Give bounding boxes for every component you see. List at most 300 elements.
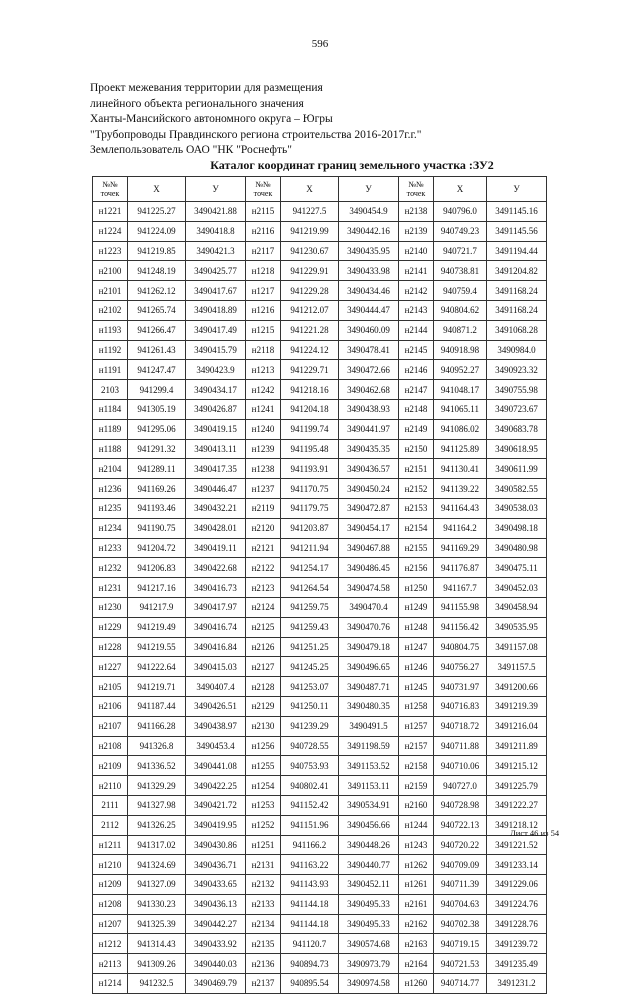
point-id-cell: н1224 (93, 221, 128, 241)
x-coordinate-cell: 941229.71 (281, 360, 339, 380)
point-id-cell: н2109 (93, 756, 128, 776)
x-coordinate-cell: 940702.38 (434, 914, 487, 934)
point-id-cell: н1252 (246, 815, 281, 835)
y-coordinate-cell: 3491153.52 (339, 756, 399, 776)
x-column-header: X (128, 177, 186, 202)
point-id-cell: н2118 (246, 340, 281, 360)
y-column-header: У (339, 177, 399, 202)
x-coordinate-cell: 940714.77 (434, 974, 487, 994)
point-id-cell: н1211 (93, 835, 128, 855)
y-coordinate-cell: 3490611.99 (487, 459, 547, 479)
x-coordinate-cell: 941326.25 (128, 815, 186, 835)
y-coordinate-cell: 3490462.68 (339, 380, 399, 400)
table-row (93, 855, 547, 875)
coordinates-table (92, 176, 547, 994)
x-coordinate-cell: 941291.32 (128, 439, 186, 459)
point-header-bottom: точек (406, 189, 426, 198)
point-id-cell: н2101 (93, 281, 128, 301)
point-header-top: №№ (255, 180, 271, 189)
x-coordinate-cell: 940738.81 (434, 261, 487, 281)
point-id-cell: н2129 (246, 696, 281, 716)
y-coordinate-cell: 3490498.18 (487, 518, 547, 538)
y-coordinate-cell: 3490416.84 (186, 637, 246, 657)
x-coordinate-cell: 941219.71 (128, 677, 186, 697)
y-coordinate-cell: 3490438.93 (339, 399, 399, 419)
x-coordinate-cell: 940709.09 (434, 855, 487, 875)
point-id-cell: н1223 (93, 241, 128, 261)
table-row (93, 795, 547, 815)
x-coordinate-cell: 940871.2 (434, 320, 487, 340)
x-coordinate-cell: 941230.67 (281, 241, 339, 261)
table-row (93, 776, 547, 796)
table-row (93, 716, 547, 736)
point-id-cell: н1229 (93, 617, 128, 637)
table-row (93, 736, 547, 756)
point-id-cell: н2134 (246, 914, 281, 934)
point-id-cell: н1231 (93, 578, 128, 598)
point-id-cell: н2137 (246, 974, 281, 994)
y-coordinate-cell: 3490456.66 (339, 815, 399, 835)
y-coordinate-cell: 3491235.49 (487, 954, 547, 974)
header-line: Проект межевания территории для размещения (90, 82, 323, 94)
y-coordinate-cell: 3490486.45 (339, 558, 399, 578)
y-coordinate-cell: 3490460.09 (339, 320, 399, 340)
point-id-cell: н1256 (246, 736, 281, 756)
point-column-header (399, 177, 434, 202)
y-coordinate-cell: 3490423.9 (186, 360, 246, 380)
y-coordinate-cell: 3491229.06 (487, 875, 547, 895)
point-id-cell: н1235 (93, 498, 128, 518)
point-id-cell: н1212 (93, 934, 128, 954)
y-coordinate-cell: 3490538.03 (487, 498, 547, 518)
x-coordinate-cell: 941326.8 (128, 736, 186, 756)
y-coordinate-cell: 3490480.98 (487, 538, 547, 558)
x-coordinate-cell: 940804.62 (434, 300, 487, 320)
y-coordinate-cell: 3490474.58 (339, 578, 399, 598)
point-id-cell: н1254 (246, 776, 281, 796)
point-id-cell: н2102 (93, 300, 128, 320)
point-id-cell: н2140 (399, 241, 434, 261)
x-coordinate-cell: 941232.5 (128, 974, 186, 994)
table-header-row (93, 177, 547, 202)
table-row (93, 498, 547, 518)
x-coordinate-cell: 941225.27 (128, 202, 186, 222)
x-coordinate-cell: 941253.07 (281, 677, 339, 697)
y-coordinate-cell: 3490469.79 (186, 974, 246, 994)
x-coordinate-cell: 941156.42 (434, 617, 487, 637)
y-coordinate-cell: 3490496.65 (339, 657, 399, 677)
y-coordinate-cell: 3490495.33 (339, 894, 399, 914)
point-id-cell: н2119 (246, 498, 281, 518)
point-id-cell: н2156 (399, 558, 434, 578)
point-id-cell: н2138 (399, 202, 434, 222)
y-coordinate-cell: 3491225.79 (487, 776, 547, 796)
point-id-cell: н1218 (246, 261, 281, 281)
y-coordinate-cell: 3491221.52 (487, 835, 547, 855)
table-row (93, 439, 547, 459)
point-id-cell: н1207 (93, 914, 128, 934)
point-id-cell: н2160 (399, 795, 434, 815)
y-coordinate-cell: 3490574.68 (339, 934, 399, 954)
x-coordinate-cell: 941247.47 (128, 360, 186, 380)
header-line: "Трубопроводы Правдинского региона строительства 2016-2017г.г." (90, 128, 422, 141)
point-id-cell: н2139 (399, 221, 434, 241)
y-coordinate-cell: 3490441.97 (339, 419, 399, 439)
point-id-cell: н2148 (399, 399, 434, 419)
x-coordinate-cell: 940727.0 (434, 776, 487, 796)
x-coordinate-cell: 941289.11 (128, 459, 186, 479)
y-coordinate-cell: 3490433.92 (186, 934, 246, 954)
x-coordinate-cell: 940918.98 (434, 340, 487, 360)
x-coordinate-cell: 941299.4 (128, 380, 186, 400)
point-id-cell: н1258 (399, 696, 434, 716)
table-row (93, 300, 547, 320)
x-coordinate-cell: 941176.87 (434, 558, 487, 578)
point-id-cell: н2147 (399, 380, 434, 400)
point-id-cell: н2144 (399, 320, 434, 340)
point-id-cell: н2143 (399, 300, 434, 320)
y-coordinate-cell: 3490491.5 (339, 716, 399, 736)
y-coordinate-cell: 3491228.76 (487, 914, 547, 934)
y-coordinate-cell: 3490452.11 (339, 875, 399, 895)
x-coordinate-cell: 940731.97 (434, 677, 487, 697)
y-coordinate-cell: 3490417.49 (186, 320, 246, 340)
table-row (93, 518, 547, 538)
point-id-cell: н2122 (246, 558, 281, 578)
x-coordinate-cell: 941139.22 (434, 479, 487, 499)
y-coordinate-cell: 3490430.86 (186, 835, 246, 855)
point-id-cell: н2123 (246, 578, 281, 598)
x-coordinate-cell: 941164.43 (434, 498, 487, 518)
point-id-cell: н2158 (399, 756, 434, 776)
point-id-cell: н1233 (93, 538, 128, 558)
y-coordinate-cell: 3490454.17 (339, 518, 399, 538)
x-coordinate-cell: 941204.18 (281, 399, 339, 419)
y-coordinate-cell: 3490421.3 (186, 241, 246, 261)
point-id-cell: н1240 (246, 419, 281, 439)
x-coordinate-cell: 941195.48 (281, 439, 339, 459)
table-row (93, 419, 547, 439)
x-coordinate-cell: 941166.2 (281, 835, 339, 855)
point-id-cell: н2110 (93, 776, 128, 796)
x-coordinate-cell: 941264.54 (281, 578, 339, 598)
y-coordinate-cell: 3490415.79 (186, 340, 246, 360)
point-id-cell: н1251 (246, 835, 281, 855)
point-id-cell: н1239 (246, 439, 281, 459)
x-coordinate-cell: 941152.42 (281, 795, 339, 815)
point-id-cell: н1209 (93, 875, 128, 895)
y-coordinate-cell: 3490425.77 (186, 261, 246, 281)
table-row (93, 261, 547, 281)
y-coordinate-cell: 3490419.11 (186, 538, 246, 558)
point-id-cell: н2105 (93, 677, 128, 697)
x-coordinate-cell: 941130.41 (434, 459, 487, 479)
point-id-cell: н1217 (246, 281, 281, 301)
y-coordinate-cell: 3490417.35 (186, 459, 246, 479)
x-coordinate-cell: 940804.75 (434, 637, 487, 657)
y-coordinate-cell: 3490495.33 (339, 914, 399, 934)
table-row (93, 875, 547, 895)
point-id-cell: н2113 (93, 954, 128, 974)
point-id-cell: н1244 (399, 815, 434, 835)
x-coordinate-cell: 941204.72 (128, 538, 186, 558)
table-row (93, 360, 547, 380)
y-coordinate-cell: 3491224.76 (487, 894, 547, 914)
y-coordinate-cell: 3490421.88 (186, 202, 246, 222)
x-coordinate-cell: 941309.26 (128, 954, 186, 974)
y-coordinate-cell: 3490444.47 (339, 300, 399, 320)
point-id-cell: н1214 (93, 974, 128, 994)
x-coordinate-cell: 941169.29 (434, 538, 487, 558)
y-coordinate-cell: 3491218.12 (487, 815, 547, 835)
point-id-cell: н2141 (399, 261, 434, 281)
point-id-cell: н1189 (93, 419, 128, 439)
point-id-cell: н1249 (399, 597, 434, 617)
y-coordinate-cell: 3490422.68 (186, 558, 246, 578)
table-row (93, 974, 547, 994)
x-coordinate-cell: 941324.69 (128, 855, 186, 875)
x-coordinate-cell: 941317.02 (128, 835, 186, 855)
y-coordinate-cell: 3490450.24 (339, 479, 399, 499)
table-row (93, 221, 547, 241)
point-id-cell: н2155 (399, 538, 434, 558)
point-id-cell: н2157 (399, 736, 434, 756)
x-coordinate-cell: 941167.7 (434, 578, 487, 598)
point-id-cell: н2151 (399, 459, 434, 479)
x-coordinate-cell: 940759.4 (434, 281, 487, 301)
y-column-header: У (487, 177, 547, 202)
y-coordinate-cell: 3490440.77 (339, 855, 399, 875)
x-coordinate-cell: 941199.74 (281, 419, 339, 439)
x-coordinate-cell: 941222.64 (128, 657, 186, 677)
x-coordinate-cell: 941224.09 (128, 221, 186, 241)
table-row (93, 281, 547, 301)
table-row (93, 558, 547, 578)
y-coordinate-cell: 3490419.15 (186, 419, 246, 439)
x-coordinate-cell: 940796.0 (434, 202, 487, 222)
y-coordinate-cell: 3491222.27 (487, 795, 547, 815)
y-coordinate-cell: 3491211.89 (487, 736, 547, 756)
x-coordinate-cell: 940716.83 (434, 696, 487, 716)
x-coordinate-cell: 940722.13 (434, 815, 487, 835)
point-id-cell: н1221 (93, 202, 128, 222)
x-coordinate-cell: 941151.96 (281, 815, 339, 835)
x-coordinate-cell: 941193.91 (281, 459, 339, 479)
y-coordinate-cell: 3490755.98 (487, 380, 547, 400)
y-coordinate-cell: 3490535.95 (487, 617, 547, 637)
y-coordinate-cell: 3490480.35 (339, 696, 399, 716)
point-id-cell: н1191 (93, 360, 128, 380)
x-coordinate-cell: 941166.28 (128, 716, 186, 736)
point-id-cell: н2124 (246, 597, 281, 617)
x-coordinate-cell: 941262.12 (128, 281, 186, 301)
y-coordinate-cell: 3490433.98 (339, 261, 399, 281)
y-coordinate-cell: 3490467.88 (339, 538, 399, 558)
x-coordinate-cell: 941048.17 (434, 380, 487, 400)
point-id-cell: н1184 (93, 399, 128, 419)
point-id-cell: н2128 (246, 677, 281, 697)
point-id-cell: н2107 (93, 716, 128, 736)
document-header (90, 81, 421, 159)
y-coordinate-cell: 3490453.4 (186, 736, 246, 756)
x-coordinate-cell: 941217.9 (128, 597, 186, 617)
point-id-cell: н2126 (246, 637, 281, 657)
x-coordinate-cell: 941187.44 (128, 696, 186, 716)
x-coordinate-cell: 940894.73 (281, 954, 339, 974)
x-coordinate-cell: 941218.16 (281, 380, 339, 400)
x-coordinate-cell: 940895.54 (281, 974, 339, 994)
y-coordinate-cell: 3490436.57 (339, 459, 399, 479)
table-row (93, 241, 547, 261)
point-header-top: №№ (102, 180, 118, 189)
y-coordinate-cell: 3490415.03 (186, 657, 246, 677)
y-coordinate-cell: 3490984.0 (487, 340, 547, 360)
table-row (93, 934, 547, 954)
x-coordinate-cell: 941266.47 (128, 320, 186, 340)
y-coordinate-cell: 3491216.04 (487, 716, 547, 736)
x-coordinate-cell: 941327.98 (128, 795, 186, 815)
table-row (93, 578, 547, 598)
point-id-cell: н1261 (399, 875, 434, 895)
x-coordinate-cell: 941065.11 (434, 399, 487, 419)
point-id-cell: н1192 (93, 340, 128, 360)
point-column-header (93, 177, 128, 202)
x-coordinate-cell: 941219.55 (128, 637, 186, 657)
y-coordinate-cell: 3491231.2 (487, 974, 547, 994)
x-coordinate-cell: 941206.83 (128, 558, 186, 578)
x-coordinate-cell: 941144.18 (281, 914, 339, 934)
y-coordinate-cell: 3490475.11 (487, 558, 547, 578)
x-coordinate-cell: 941190.75 (128, 518, 186, 538)
x-column-header: X (434, 177, 487, 202)
sheet-footer: Лист 46 из 54 (510, 828, 560, 838)
y-coordinate-cell: 3490683.78 (487, 419, 547, 439)
y-coordinate-cell: 3491215.12 (487, 756, 547, 776)
point-id-cell: н2163 (399, 934, 434, 954)
table-row (93, 320, 547, 340)
y-coordinate-cell: 3490426.51 (186, 696, 246, 716)
point-id-cell: н2146 (399, 360, 434, 380)
x-coordinate-cell: 940721.7 (434, 241, 487, 261)
point-id-cell: н1238 (246, 459, 281, 479)
x-coordinate-cell: 941261.43 (128, 340, 186, 360)
table-row (93, 202, 547, 222)
y-coordinate-cell: 3491194.44 (487, 241, 547, 261)
y-coordinate-cell: 3491157.5 (487, 657, 547, 677)
x-coordinate-cell: 941170.75 (281, 479, 339, 499)
y-coordinate-cell: 3490442.27 (186, 914, 246, 934)
y-coordinate-cell: 3490421.72 (186, 795, 246, 815)
point-id-cell: н1237 (246, 479, 281, 499)
point-id-cell: н2150 (399, 439, 434, 459)
y-coordinate-cell: 3490723.67 (487, 399, 547, 419)
y-coordinate-cell: 3491157.08 (487, 637, 547, 657)
point-id-cell: н2131 (246, 855, 281, 875)
header-line: Землепользователь ОАО "НК "Роснефть" (90, 144, 292, 157)
y-coordinate-cell: 3490479.18 (339, 637, 399, 657)
point-id-cell: н2136 (246, 954, 281, 974)
y-coordinate-cell: 3490434.46 (339, 281, 399, 301)
point-id-cell: н2125 (246, 617, 281, 637)
point-id-cell: н2117 (246, 241, 281, 261)
table-row (93, 459, 547, 479)
x-coordinate-cell: 941325.39 (128, 914, 186, 934)
point-header-top: №№ (408, 180, 424, 189)
table-row (93, 914, 547, 934)
x-coordinate-cell: 941330.23 (128, 894, 186, 914)
y-coordinate-cell: 3490452.03 (487, 578, 547, 598)
page-number: 596 (311, 38, 329, 50)
table-row (93, 538, 547, 558)
x-coordinate-cell: 941217.16 (128, 578, 186, 598)
x-coordinate-cell: 940711.39 (434, 875, 487, 895)
x-coordinate-cell: 940753.93 (281, 756, 339, 776)
table-row (93, 954, 547, 974)
point-id-cell: н1216 (246, 300, 281, 320)
y-coordinate-cell: 3490436.13 (186, 894, 246, 914)
x-coordinate-cell: 941259.43 (281, 617, 339, 637)
x-coordinate-cell: 941086.02 (434, 419, 487, 439)
x-coordinate-cell: 941259.75 (281, 597, 339, 617)
point-id-cell: н1243 (399, 835, 434, 855)
x-coordinate-cell: 941211.94 (281, 538, 339, 558)
point-id-cell: н2100 (93, 261, 128, 281)
y-coordinate-cell: 3490974.58 (339, 974, 399, 994)
y-coordinate-cell: 3491219.39 (487, 696, 547, 716)
y-coordinate-cell: 3490435.35 (339, 439, 399, 459)
x-coordinate-cell: 941248.19 (128, 261, 186, 281)
point-id-cell: н1248 (399, 617, 434, 637)
point-id-cell: н1242 (246, 380, 281, 400)
table-row (93, 399, 547, 419)
point-header-bottom: точек (253, 189, 273, 198)
point-id-cell: н1210 (93, 855, 128, 875)
x-coordinate-cell: 941329.29 (128, 776, 186, 796)
y-coordinate-cell: 3490448.26 (339, 835, 399, 855)
point-id-cell: н1245 (399, 677, 434, 697)
y-coordinate-cell: 3490440.03 (186, 954, 246, 974)
x-coordinate-cell: 941254.17 (281, 558, 339, 578)
x-coordinate-cell: 940720.22 (434, 835, 487, 855)
table-row (93, 835, 547, 855)
point-id-cell: н2161 (399, 894, 434, 914)
y-coordinate-cell: 3490472.87 (339, 498, 399, 518)
y-coordinate-cell: 3491233.14 (487, 855, 547, 875)
x-coordinate-cell: 940802.41 (281, 776, 339, 796)
y-coordinate-cell: 3490441.08 (186, 756, 246, 776)
x-coordinate-cell: 941219.85 (128, 241, 186, 261)
x-coordinate-cell: 941295.06 (128, 419, 186, 439)
point-id-cell: н2130 (246, 716, 281, 736)
x-coordinate-cell: 941239.29 (281, 716, 339, 736)
y-coordinate-cell: 3491239.72 (487, 934, 547, 954)
point-id-cell: н1241 (246, 399, 281, 419)
y-coordinate-cell: 3491153.11 (339, 776, 399, 796)
y-coordinate-cell: 3490426.87 (186, 399, 246, 419)
x-coordinate-cell: 940710.06 (434, 756, 487, 776)
x-coordinate-cell: 940721.53 (434, 954, 487, 974)
table-row (93, 657, 547, 677)
point-id-cell: н2127 (246, 657, 281, 677)
point-id-cell: н2133 (246, 894, 281, 914)
point-id-cell: н1255 (246, 756, 281, 776)
point-id-cell: н1246 (399, 657, 434, 677)
y-coordinate-cell: 3490418.8 (186, 221, 246, 241)
x-coordinate-cell: 940718.72 (434, 716, 487, 736)
table-row (93, 617, 547, 637)
point-id-cell: н2108 (93, 736, 128, 756)
point-id-cell: н1250 (399, 578, 434, 598)
